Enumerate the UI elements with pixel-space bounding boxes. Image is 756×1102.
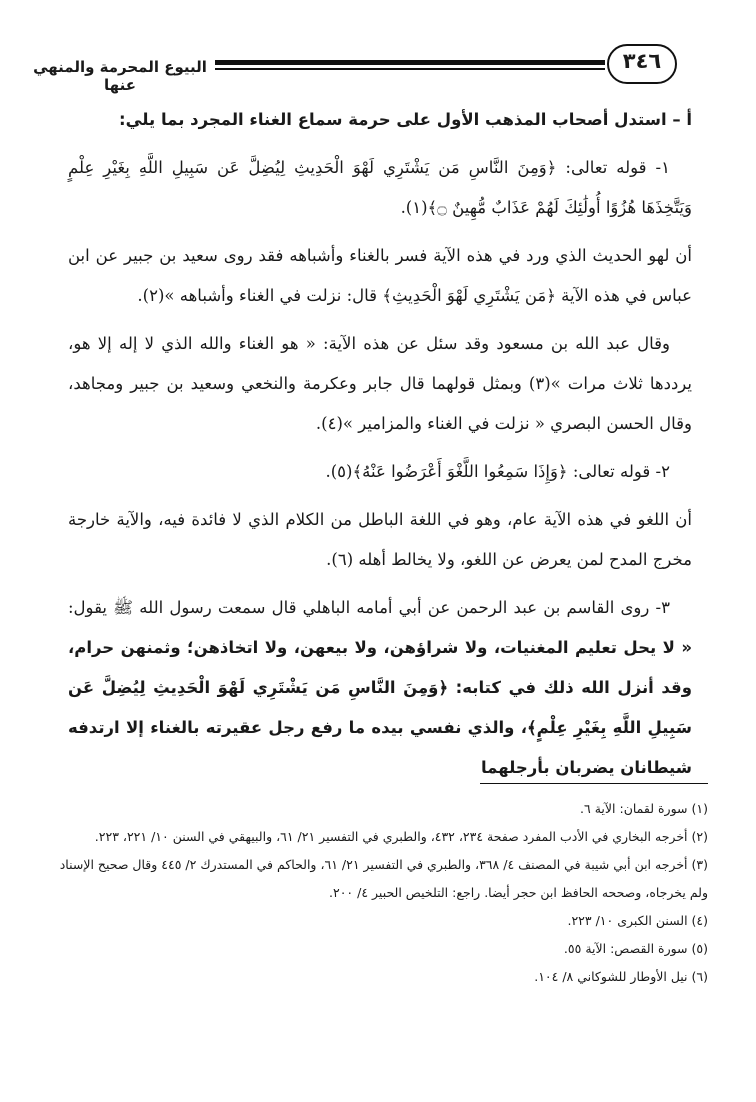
footnote-item: (٤) السنن الكبرى ١٠/ ٢٢٣.: [567, 913, 708, 928]
footnote-separator: [480, 783, 708, 784]
evidence-2-verse: ٢- قوله تعالى: ﴿وَإِذَا سَمِعُوا اللَّغْوَ أَعْرَضُوا عَنْهُ﴾(٥).: [325, 462, 670, 481]
footnote-item: (٣) أخرجه ابن أبي شيبة في المصنف ٤/ ٣٦٨، والطبري في التفسير ٢١/ ٦١، والحاكم في المستدرك ٢/ ٤٤٥ وقال صحيح الإسناد ولم يخرجاه، وصححه الحافظ ابن حجر أيضا. راجع: التلخيص الحبير ٤/ ٢٠٠.: [59, 857, 708, 900]
ibn-masud-quote: وقال عبد الله بن مسعود وقد سئل عن هذه الآية: « هو الغناء والله الذي لا إله إلا هو، يرددها ثلاث مرات »(٣) وبمثل قولهما قال جابر وعكرمة والنخعي وسعيد بن جبير ومجاهد، وقال الحسن البصري « نزلت في الغناء والمزامير »(٤).: [68, 334, 693, 433]
page-number-badge: [607, 44, 677, 84]
footnotes: [58, 795, 708, 991]
main-text: [68, 100, 692, 796]
evidence-2-explanation: أن اللغو في هذه الآية عام، وهو في اللغة الباطل من الكلام الذي لا فائدة فيه، والآية خارجة مخرج المدح لمن يعرض عن اللغو، ولا يخالط أهله (٦).: [68, 510, 692, 569]
footnote-item: (٢) أخرجه البخاري في الأدب المفرد صفحة ٢٣٤، ٤٣٢، والطبري في التفسير ٢١/ ٦١، والبيهقي في السنن ١٠/ ٢٢١، ٢٢٣.: [94, 829, 708, 844]
evidence-1-verse: ١- قوله تعالى: ﴿وَمِنَ النَّاسِ مَن يَشْتَرِي لَهْوَ الْحَدِيثِ لِيُضِلَّ عَن سَبِيلِ اللَّهِ بِغَيْرِ عِلْمٍ وَيَتَّخِذَهَا هُزُوًا أُولَٰئِكَ لَهُمْ عَذَابٌ مُّهِينٌ ۝﴾(١).: [68, 158, 692, 217]
hadith-text: « لا يحل تعليم المغنيات، ولا شراؤهن، ولا بيعهن، ولا اتخاذهن؛ وثمنهن حرام، وقد أنزل الله ذلك في كتابه: ﴿وَمِنَ النَّاسِ مَن يَشْتَرِي لَهْوَ الْحَدِيثِ لِيُضِلَّ عَن سَبِيلِ اللَّهِ بِغَيْرِ عِلْمٍ﴾، والذي نفسي بيده ما رفع رجل عقيرته بالغناء إلا ارتدفه شيطانان يضربان بأرجلهما: [68, 638, 692, 777]
header-rule: [215, 60, 605, 72]
footnote-item: (١) سورة لقمان: الآية ٦.: [580, 801, 708, 816]
hadith-intro: ٣- روى القاسم بن عبد الرحمن عن أبي أمامه الباهلي قال سمعت رسول الله ﷺ يقول:: [68, 598, 670, 617]
footnote-item: (٦) نيل الأوطار للشوكاني ٨/ ١٠٤.: [534, 969, 708, 984]
section-intro: أ – استدل أصحاب المذهب الأول على حرمة سماع الغناء المجرد بما يلي:: [118, 110, 692, 129]
running-header-title: البيوع المحرمة والمنهي عنها: [33, 58, 207, 94]
footnote-item: (٥) سورة القصص: الآية ٥٥.: [563, 941, 708, 956]
evidence-3-hadith: [68, 588, 692, 788]
page-number: ٣٤٦: [622, 49, 662, 73]
evidence-1-explanation: أن لهو الحديث الذي ورد في هذه الآية فسر بالغناء وأشباهه فقد روى سعيد بن جبير عن ابن عباس في هذه الآية ﴿مَن يَشْتَرِي لَهْوَ الْحَدِيثِ﴾ قال: نزلت في الغناء وأشباهه »(٢).: [68, 246, 692, 305]
